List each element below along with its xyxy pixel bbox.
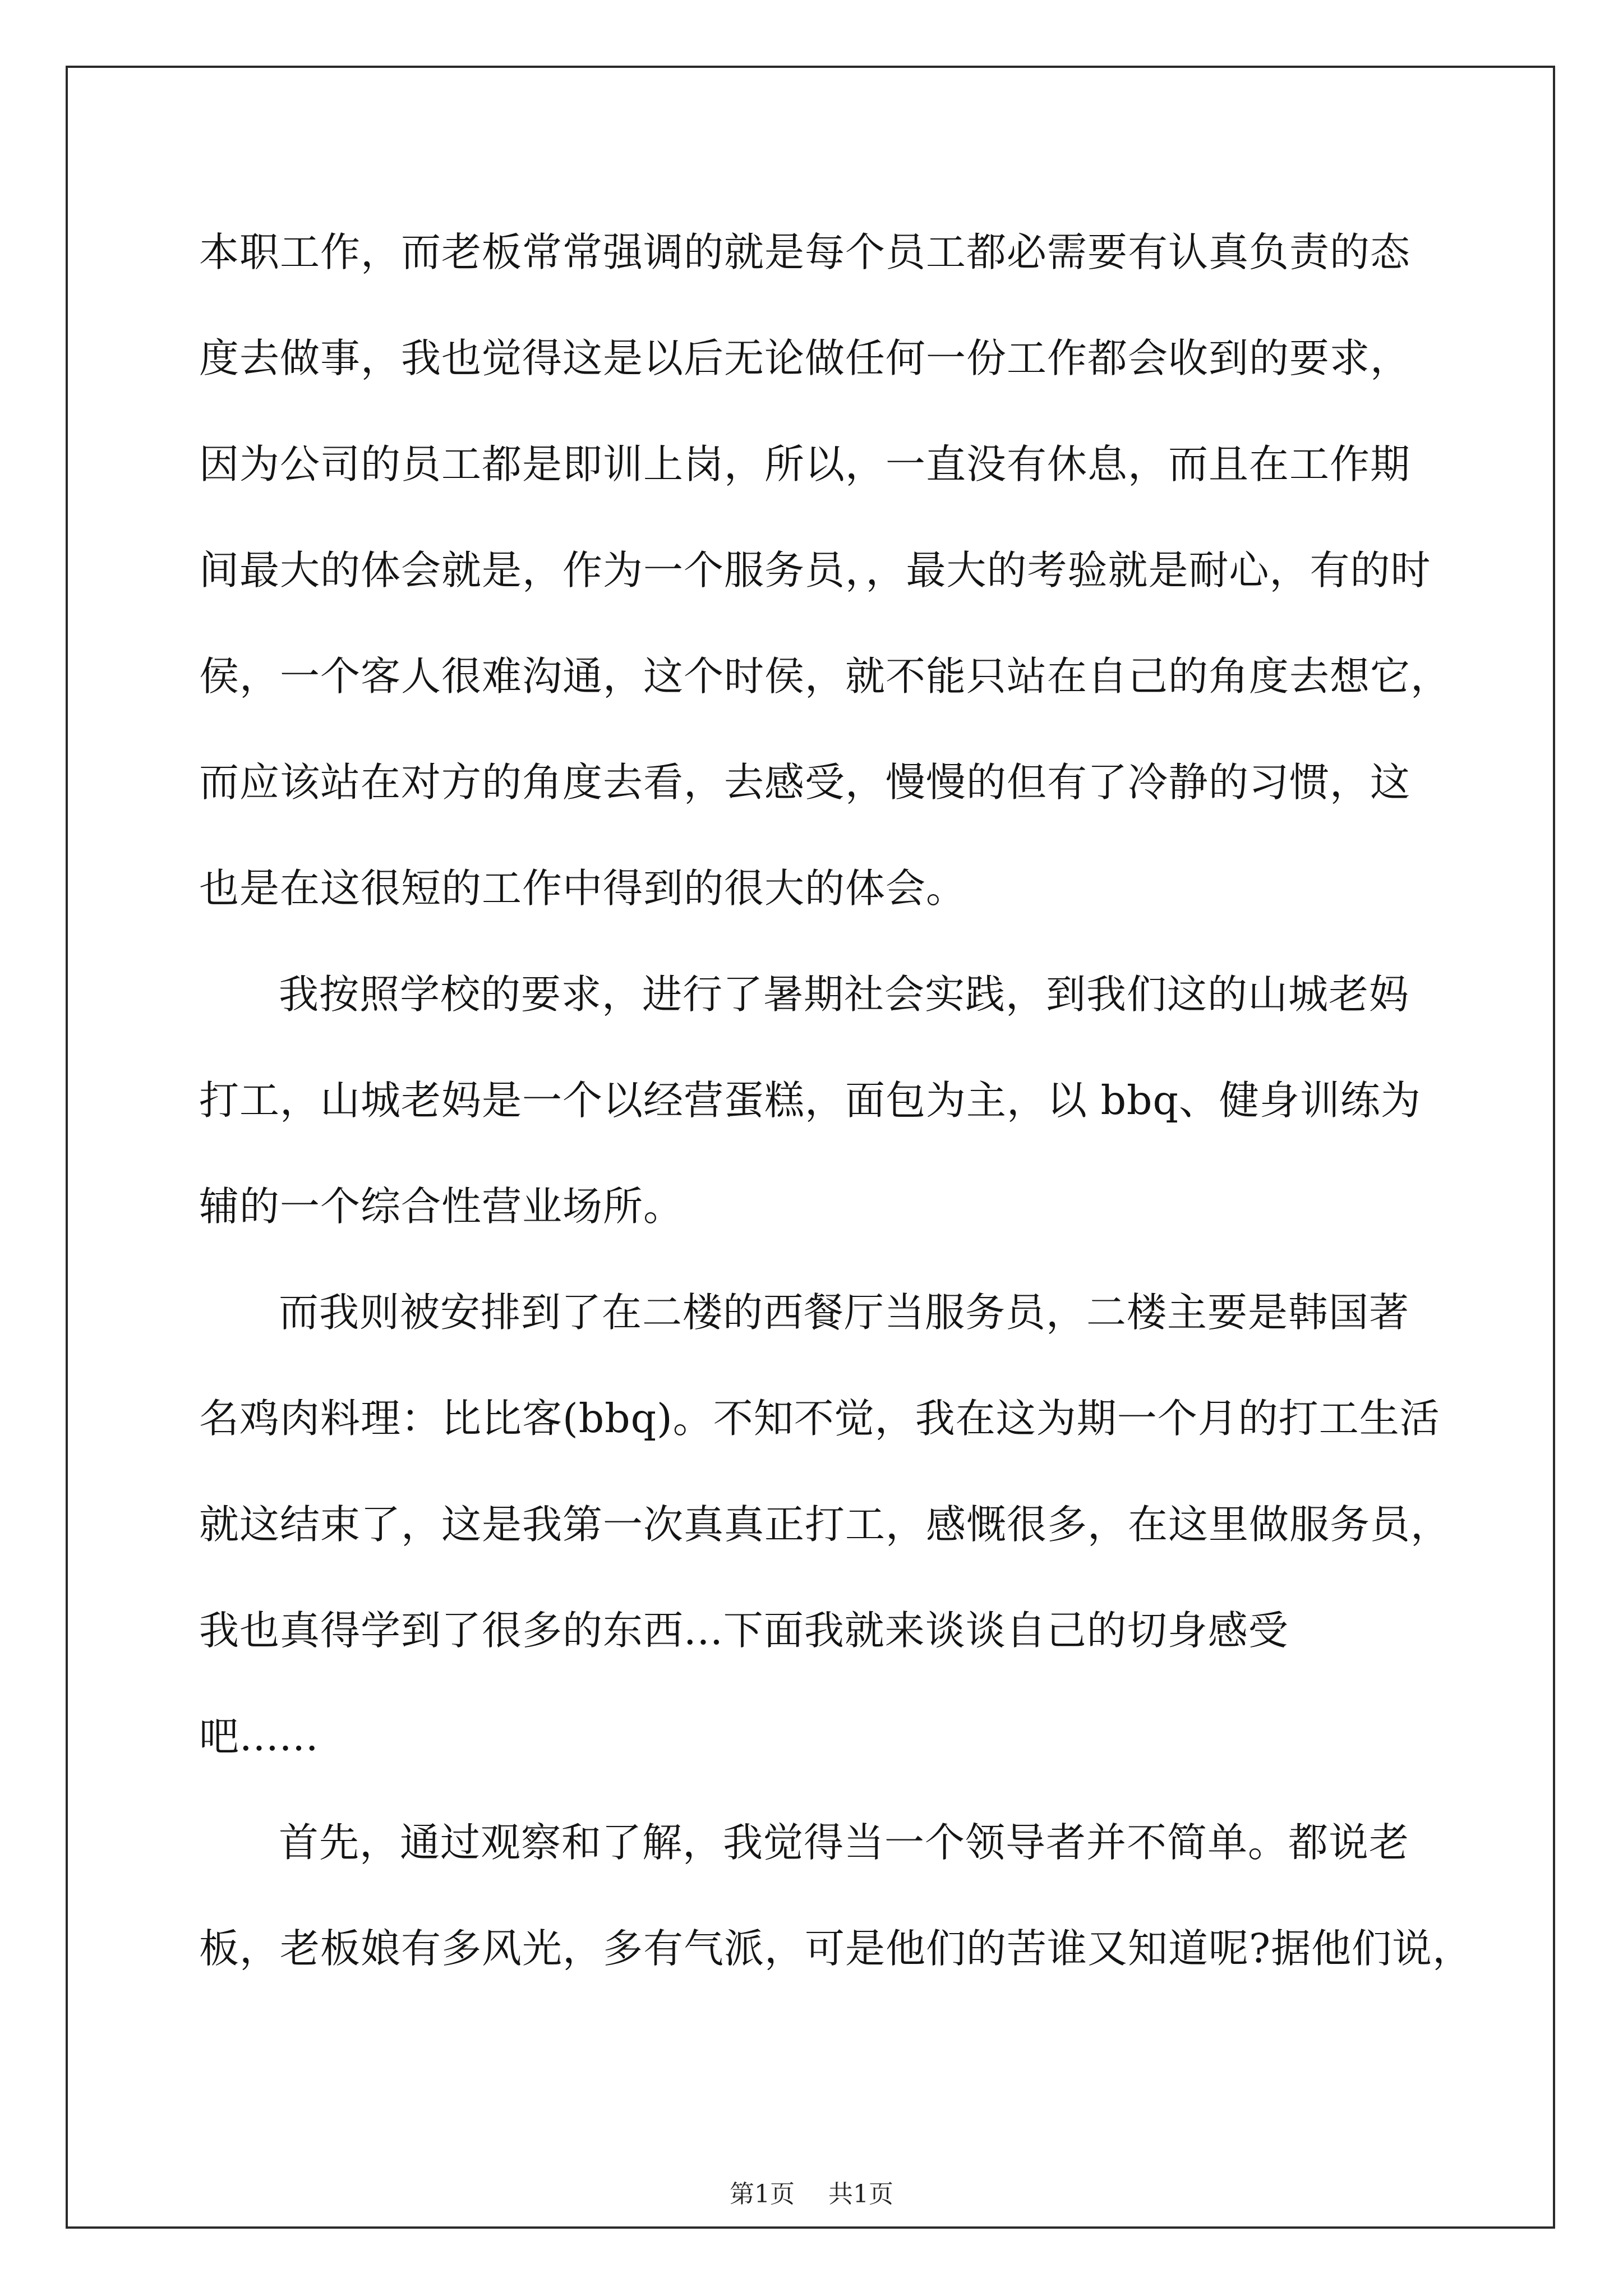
text-line: 侯，一个客人很难沟通，这个时侯，就不能只站在自己的角度去想它， — [199, 653, 1451, 700]
text-line: 而应该站在对方的角度去看，去感受，慢慢的但有了冷静的习惯，这 — [199, 759, 1411, 806]
text-line: 间最大的体会就是，作为一个服务员，，最大的考验就是耐心，有的时 — [199, 547, 1431, 593]
paragraph-start-line: 而我则被安排到了在二楼的西餐厅当服务员，二楼主要是韩国著 — [279, 1289, 1410, 1336]
text-line: 板，老板娘有多风光，多有气派，可是他们的苦谁又知道呢?据他们说， — [199, 1925, 1473, 1972]
page-footer — [0, 2178, 1623, 2211]
text-line: 我也真得学到了很多的东西...下面我就来谈谈自己的切身感受 — [199, 1607, 1289, 1654]
text-line: 度去做事，我也觉得这是以后无论做任何一份工作都会收到的要求， — [199, 335, 1411, 381]
text-line: 因为公司的员工都是即训上岗，所以，一直没有休息，而且在工作期 — [199, 441, 1411, 487]
page-number: 第1页 — [730, 2180, 795, 2208]
text-line: 辅的一个综合性营业场所。 — [199, 1183, 684, 1230]
text-line: 打工，山城老妈是一个以经营蛋糕，面包为主，以 bbq、健身训练为 — [199, 1077, 1421, 1124]
text-line: 名鸡肉料理：比比客(bbq)。不知不觉，我在这为期一个月的打工生活 — [199, 1395, 1440, 1442]
page-total: 共1页 — [828, 2180, 893, 2208]
text-line: 也是在这很短的工作中得到的很大的体会。 — [199, 865, 967, 912]
text-line: 吧...... — [199, 1713, 319, 1760]
paragraph-start-line: 我按照学校的要求，进行了暑期社会实践，到我们这的山城老妈 — [279, 971, 1410, 1018]
text-line: 本职工作，而老板常常强调的就是每个员工都必需要有认真负责的态 — [199, 229, 1411, 275]
text-line: 就这结束了，这是我第一次真真正打工，感慨很多，在这里做服务员， — [199, 1501, 1451, 1548]
paragraph-start-line: 首先，通过观察和了解，我觉得当一个领导者并不简单。都说老 — [279, 1819, 1410, 1866]
